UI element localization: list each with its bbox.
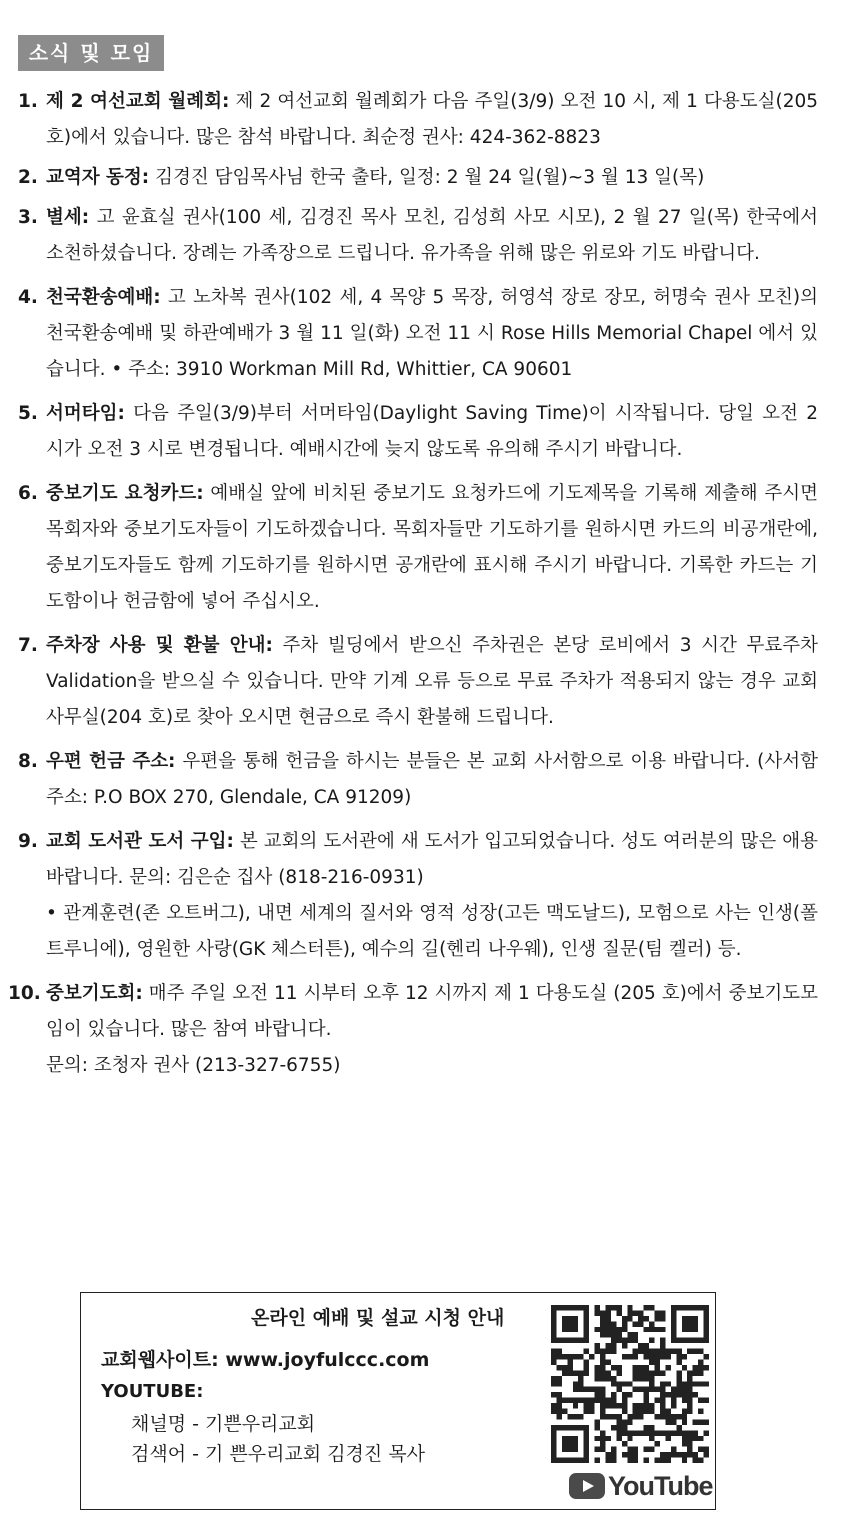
announcement-item: [18, 160, 818, 196]
item-number: 1.: [18, 91, 38, 112]
announcement-item: [18, 628, 818, 736]
item-number: 2.: [18, 167, 38, 188]
item-heading: 별세:: [46, 207, 90, 228]
section-title: 소식 및 모임: [18, 35, 164, 71]
youtube-channel-line: 채널명 - 기쁜우리교회: [131, 1413, 316, 1435]
item-heading: 교역자 동정:: [46, 167, 150, 188]
item-body: 다음 주일(3/9)부터 서머타임(Daylight Saving Time)이 시작됩니다. 당일 오전 2 시가 오전 3 시로 변경됩니다. 예배시간에 늦지 않도록 유의해 주시기 바랍니다.: [46, 403, 818, 460]
item-heading: 교회 도서관 도서 구입:: [46, 831, 234, 852]
online-box-title: 온라인 예배 및 설교 시청 안내: [251, 1307, 505, 1329]
youtube-search-line: 검색어 - 기 쁜우리교회 김경진 목사: [131, 1443, 426, 1465]
item-body: 김경진 담임목사님 한국 출타, 일정: 2 월 24 일(월)~3 월 13 일(목): [149, 167, 705, 188]
announcement-item: [18, 200, 818, 272]
book-list: • 관계훈련(존 오트버그), 내면 세계의 질서와 영적 성장(고든 맥도날드), 모험으로 사는 인생(폴 트루니에), 영원한 사랑(GK 체스터튼), 예수의 길(헨리 나우웨), 인생 질문(팀 켈러) 등.: [46, 903, 818, 960]
announcement-item: [18, 280, 818, 388]
item-body: 주차 빌딩에서 받으신 주차권은 본당 로비에서 3 시간 무료주차 Validation을 받으실 수 있습니다. 만약 기계 오류 등으로 무료 주차가 적용되지 않는 경우 교회 사무실(204 호)로 찾아 오시면 현금으로 즉시 환불해 드립니다.: [46, 635, 818, 728]
item-body: 본 교회의 도서관에 새 도서가 입고되었습니다. 성도 여러분의 많은 애용 바랍니다. 문의: 김은순 집사 (818-216-0931): [46, 831, 818, 888]
item-number: 9.: [18, 831, 38, 852]
youtube-play-icon: [569, 1473, 605, 1499]
item-number: 4.: [18, 287, 38, 308]
item-heading: 천국환송예배:: [46, 287, 161, 308]
announcement-item: [18, 396, 818, 468]
announcement-item: [8, 976, 818, 1084]
announcement-item: [18, 476, 818, 620]
item-number: 3.: [18, 207, 38, 228]
item-heading: 중보기도회:: [46, 983, 143, 1004]
item-number: 6.: [18, 483, 38, 504]
announcement-item: [18, 744, 818, 816]
item-body: 고 윤효실 권사(100 세, 김경진 목사 모친, 김성희 사모 시모), 2 월 27 일(목) 한국에서 소천하셨습니다. 장례는 가족장으로 드립니다. 유가족을 위해 많은 위로와 기도 바랍니다.: [46, 207, 818, 264]
item-number: 8.: [18, 751, 38, 772]
item-heading: 서머타임:: [46, 403, 125, 424]
item-number: 10.: [8, 983, 41, 1004]
announcement-item: [18, 824, 818, 968]
item-body: 우편을 통해 헌금을 하시는 분들은 본 교회 사서함으로 이용 바랍니다. (사서함 주소: P.O BOX 270, Glendale, CA 91209): [46, 751, 818, 808]
qr-code-icon[interactable]: [551, 1305, 709, 1463]
website-line: [101, 1345, 429, 1372]
youtube-label: YOUTUBE:: [101, 1381, 204, 1402]
online-worship-box: [80, 1292, 716, 1510]
youtube-logo-text: YouTube: [608, 1470, 713, 1501]
item-heading: 중보기도 요청카드:: [46, 483, 204, 504]
item-number: 5.: [18, 403, 38, 424]
item-number: 7.: [18, 635, 38, 656]
item-body: 고 노차복 권사(102 세, 4 목양 5 목장, 허영석 장로 장모, 허명숙 권사 모친)의 천국환송예배 및 하관예배가 3 월 11 일(화) 오전 11 시 Rose Hills Memorial Chapel 에서 있습니다. • 주소: 3910 Workman Mill Rd, Whittier, CA 90601: [46, 287, 818, 380]
item-body: 예배실 앞에 비치된 중보기도 요청카드에 기도제목을 기록해 제출해 주시면 목회자와 중보기도자들이 기도하겠습니다. 목회자들만 기도하기를 원하시면 카드의 비공개란에, 중보기도자들도 함께 기도하기를 원하시면 공개란에 표시해 주시기 바랍니다. 기록한 카드는 기도함이나 헌금함에 넣어 주십시오.: [46, 483, 818, 612]
item-body: 매주 주일 오전 11 시부터 오후 12 시까지 제 1 다용도실 (205 호)에서 중보기도모임이 있습니다. 많은 참여 바랍니다.: [46, 983, 818, 1040]
item-heading: 제 2 여선교회 월례회:: [46, 91, 230, 112]
announcement-item: [18, 84, 818, 156]
contact-line: 문의: 조청자 권사 (213-327-6755): [46, 1055, 341, 1076]
item-body: 제 2 여선교회 월례회가 다음 주일(3/9) 오전 10 시, 제 1 다용도실(205 호)에서 있습니다. 많은 참석 바랍니다. 최순정 권사: 424-362-8823: [46, 91, 819, 148]
item-heading: 우편 헌금 주소:: [46, 751, 176, 772]
youtube-logo: [569, 1469, 712, 1503]
item-heading: 주차장 사용 및 환불 안내:: [46, 635, 273, 656]
website-label: 교회웹사이트:: [101, 1349, 219, 1371]
announcement-list: [8, 84, 819, 1084]
website-url[interactable]: www.joyfulccc.com: [225, 1349, 430, 1371]
